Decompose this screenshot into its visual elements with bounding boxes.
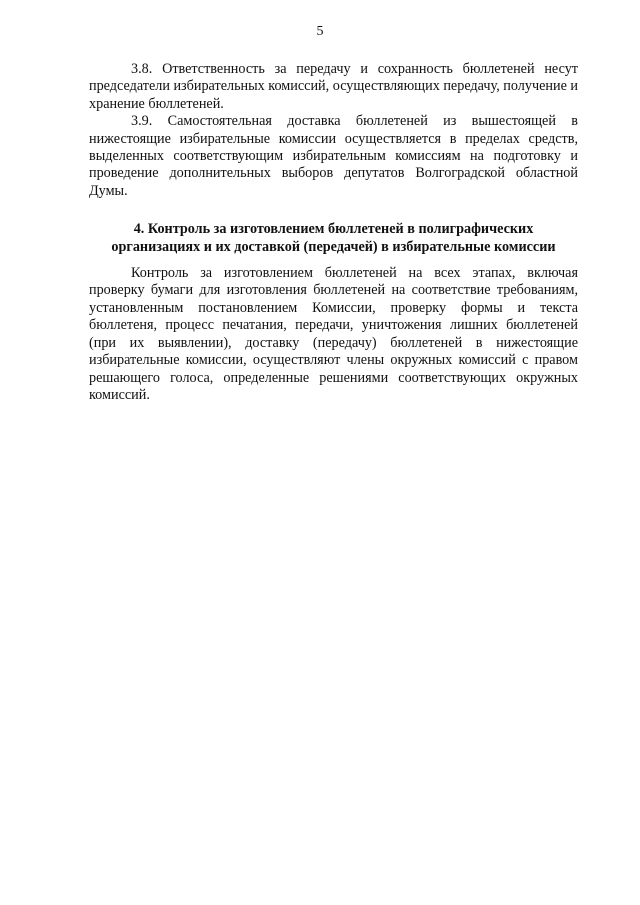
paragraph-3-8: 3.8. Ответственность за передачу и сохранность бюллетеней несут председатели избирательных комиссий, осуществляющих передачу, получение и хранение бюллетеней. xyxy=(89,61,579,112)
paragraph-3-9: 3.9. Самостоятельная доставка бюллетеней из вышестоящей в нижестоящие избирательные комиссии осуществляется в пределах средств, выделенных соответствующим избирательным комиссиям на подготовку и проведение дополнительных выборов депутатов Волгоградской областной Думы. xyxy=(89,113,578,199)
section-4-heading-line-2: организациях и их доставкой (передачей) в избирательные комиссии xyxy=(111,238,556,255)
document-body xyxy=(89,61,578,404)
page-number: 5 xyxy=(316,24,324,39)
section-4-heading xyxy=(89,221,578,256)
section-4-heading-line-1: 4. Контроль за изготовлением бюллетеней в полиграфических xyxy=(133,221,534,238)
paragraph-section-4: Контроль за изготовлением бюллетеней на всех этапах, включая проверку бумаги для изготовления бюллетеней на соответствие требованиям, установленным постановлением Комиссии, проверку формы и текста бюллетеня, процесс печатания, передачи, уничтожения лишних бюллетеней (при их выявлении), доставку (передачу) бюллетеней в нижестоящие избирательные комиссии, осуществляют члены окружных комиссий с правом решающего голоса, определенные решениями соответствующих окружных комиссий. xyxy=(89,265,578,403)
